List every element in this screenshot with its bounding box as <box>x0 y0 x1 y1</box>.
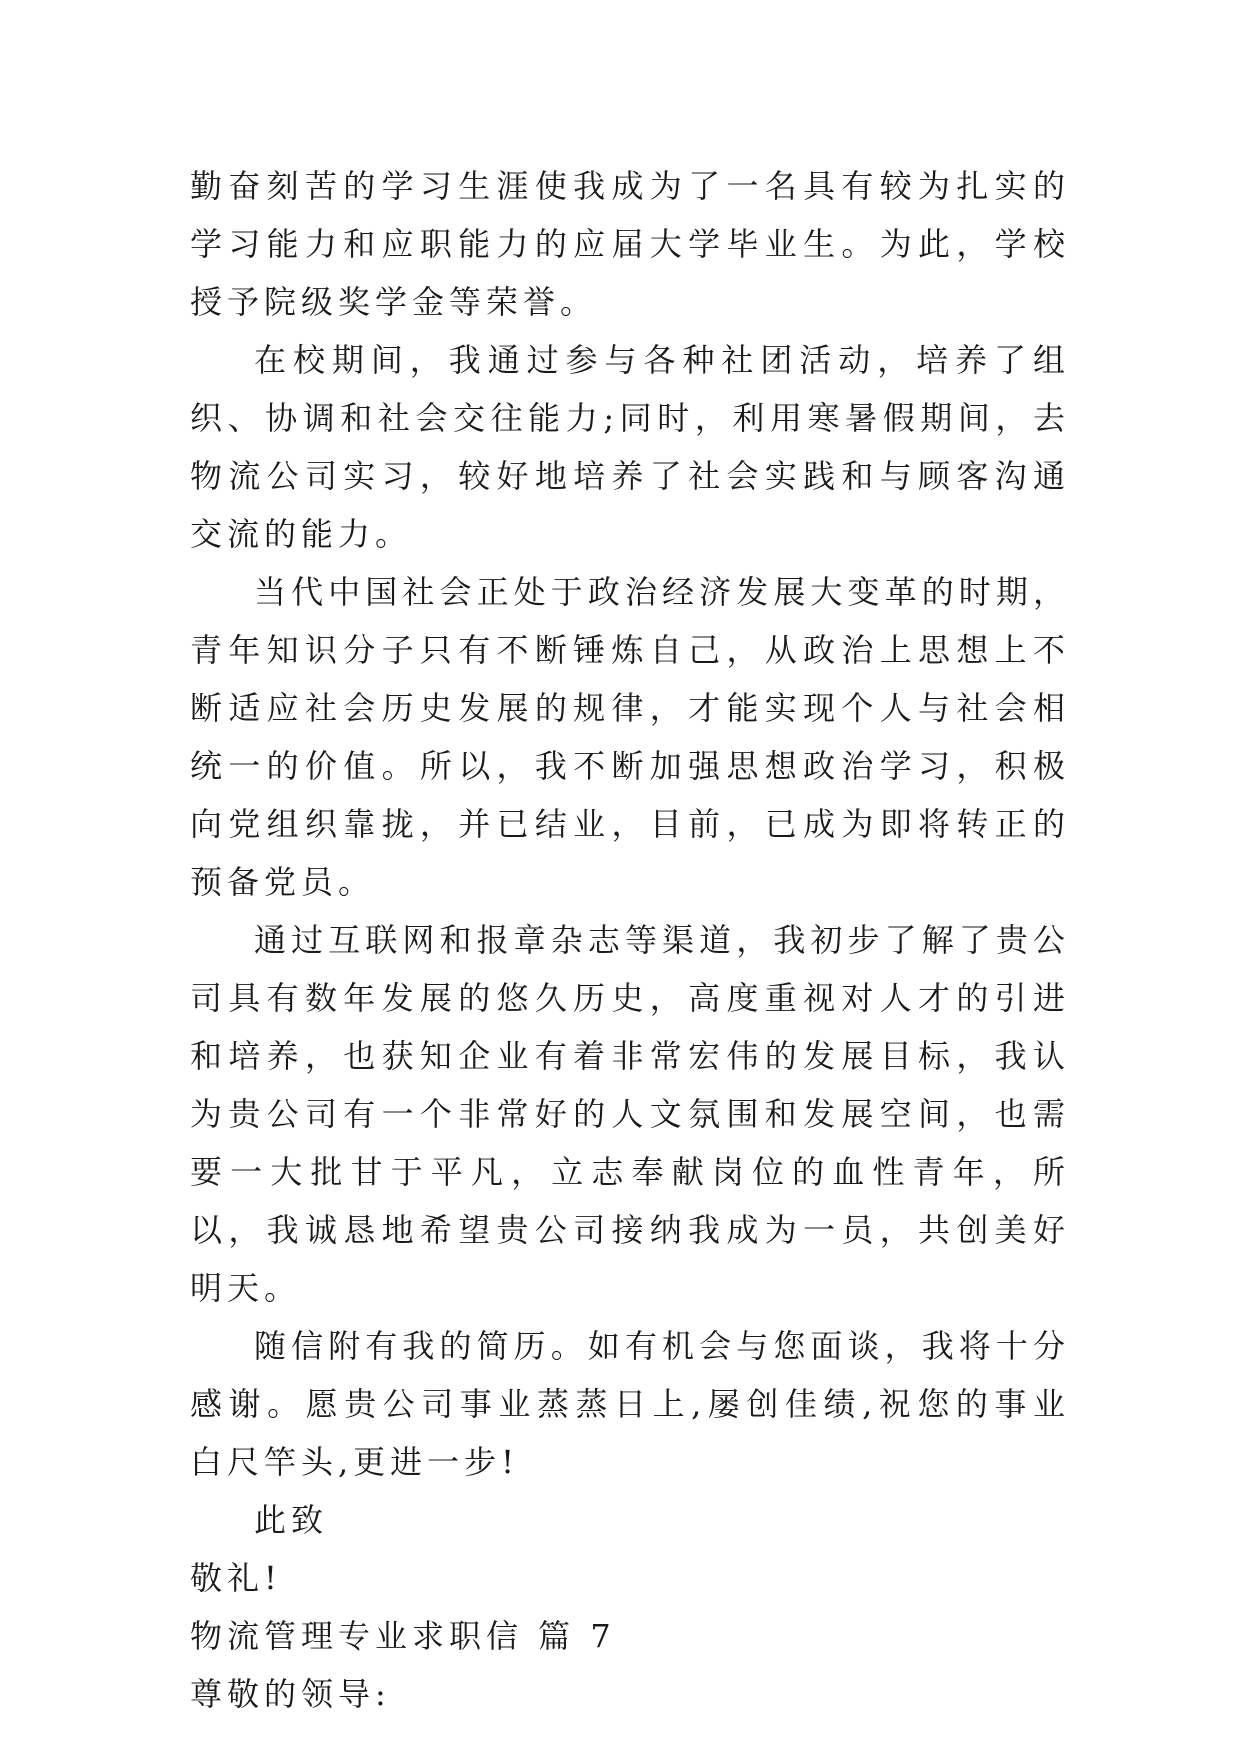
closing-phrase: 此致 <box>254 1501 329 1539</box>
letter-body <box>190 157 1070 1723</box>
greeting-line: 尊敬的领导: <box>190 1675 391 1713</box>
paragraph-resume: 随信附有我的简历。如有机会与您面谈，我将十分感谢。愿贵公司事业蒸蒸日上,屡创佳绩,祝您的事业白尺竿头,更进一步! <box>190 1327 1070 1481</box>
paragraph-campus: 在校期间，我通过参与各种社团活动，培养了组织、协调和社会交往能力;同时，利用寒暑假期间，去物流公司实习，较好地培养了社会实践和与顾客沟通交流的能力。 <box>190 341 1070 553</box>
salute-line: 敬礼! <box>190 1559 282 1597</box>
section-heading: 物流管理专业求职信 篇 7 <box>190 1617 616 1655</box>
paragraph-company: 通过互联网和报章杂志等渠道，我初步了解了贵公司具有数年发展的悠久历史，高度重视对人才的引进和培养，也获知企业有着非常宏伟的发展目标，我认为贵公司有一个非常好的人文氛围和发展空间，也需要一大批甘于平凡，立志奉献岗位的血性青年，所以，我诚恳地希望贵公司接纳我成为一员，共创美好明天。 <box>190 921 1070 1307</box>
paragraph-study: 勤奋刻苦的学习生涯使我成为了一名具有较为扎实的学习能力和应职能力的应届大学毕业生。为此，学校授予院级奖学金等荣誉。 <box>190 167 1070 321</box>
paragraph-politics: 当代中国社会正处于政治经济发展大变革的时期，青年知识分子只有不断锤炼自己，从政治上思想上不断适应社会历史发展的规律，才能实现个人与社会相统一的价值。所以，我不断加强思想政治学习，积极向党组织靠拢，并已结业，目前，已成为即将转正的预备党员。 <box>190 573 1070 901</box>
